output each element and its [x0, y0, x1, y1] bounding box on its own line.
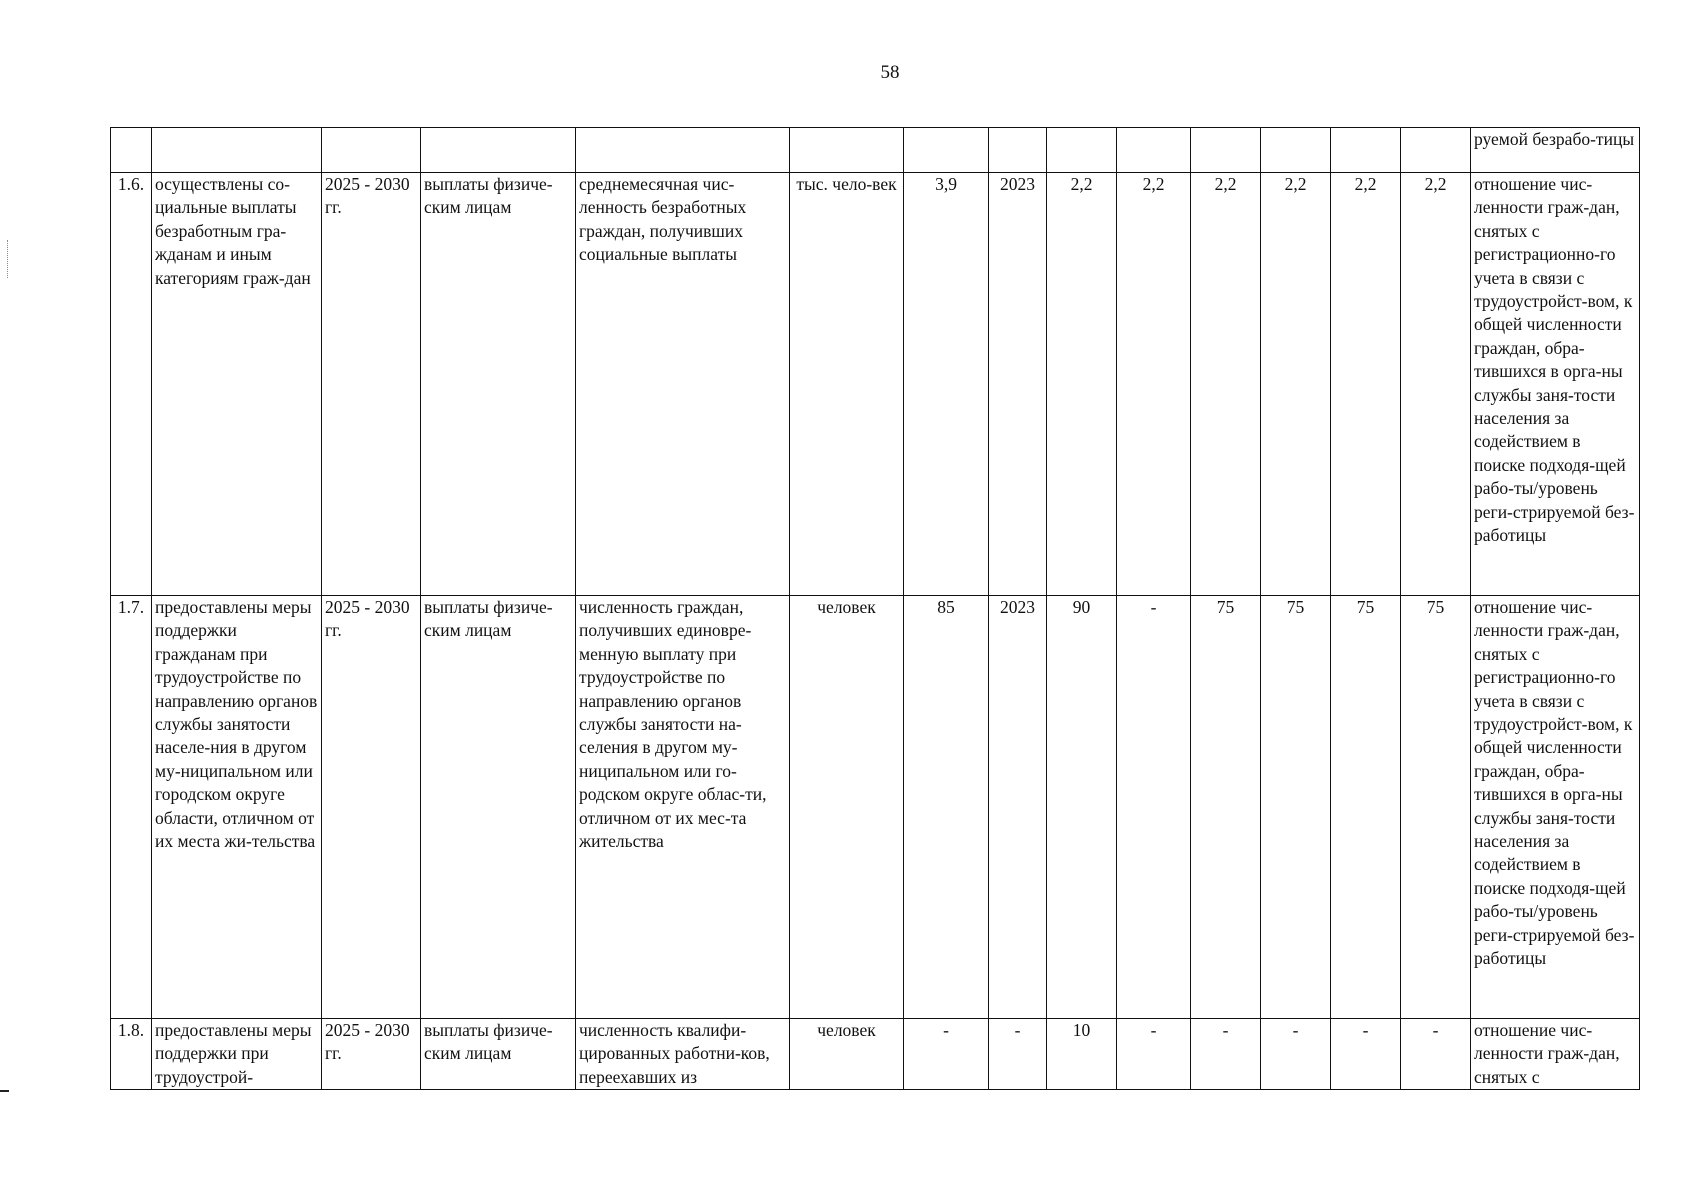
base-year-cell: -	[989, 1019, 1047, 1090]
value-cell: -	[1331, 1019, 1401, 1090]
action-cell	[152, 128, 322, 173]
row-number: 1.7.	[111, 596, 152, 1019]
value-cell: 2,2	[1401, 173, 1471, 596]
indicator-cell	[576, 128, 790, 173]
type-cell: выплаты физиче-ским лицам	[421, 1019, 576, 1090]
period-cell	[322, 128, 421, 173]
unit-cell: тыс. чело-век	[790, 173, 904, 596]
base-year-cell	[989, 128, 1047, 173]
row-number	[111, 128, 152, 173]
indicator-cell: численность граждан, получивших единовре-менную выплату при трудоустройстве по направлению органов службы занятости на-селения в другом му-ниципальном или го-родском округе облас-ти, отличном от их мес-та жительства	[576, 596, 790, 1019]
value-cell	[1047, 128, 1117, 173]
value-cell: -	[1191, 1019, 1261, 1090]
base-value-cell	[904, 128, 989, 173]
table-row	[111, 128, 1640, 173]
unit-cell: человек	[790, 596, 904, 1019]
value-cell: 90	[1047, 596, 1117, 1019]
table-row	[111, 596, 1640, 1019]
method-cell: отношение чис-ленности граж-дан, снятых с регистрационно-го учета в связи с трудоустройст-вом, к общей численности граждан, обра-тившихся в орга-ны службы заня-тости населения за содействием в поиске подходя-щей рабо-ты/уровень реги-стрируемой без-работицы	[1471, 173, 1640, 596]
value-cell: 2,2	[1331, 173, 1401, 596]
indicator-cell: численность квалифи-цированных работни-ков, переехавших из	[576, 1019, 790, 1090]
value-cell	[1401, 128, 1471, 173]
value-cell: 10	[1047, 1019, 1117, 1090]
value-cell: 2,2	[1047, 173, 1117, 596]
value-cell: 75	[1191, 596, 1261, 1019]
value-cell: -	[1401, 1019, 1471, 1090]
type-cell	[421, 128, 576, 173]
value-cell: -	[1117, 596, 1191, 1019]
measures-table	[110, 127, 1640, 1090]
type-cell: выплаты физиче-ским лицам	[421, 596, 576, 1019]
base-value-cell: 85	[904, 596, 989, 1019]
action-cell: предоставлены меры поддержки при трудоустрой-	[152, 1019, 322, 1090]
base-value-cell: 3,9	[904, 173, 989, 596]
period-cell: 2025 - 2030 гг.	[322, 596, 421, 1019]
period-cell: 2025 - 2030 гг.	[322, 1019, 421, 1090]
page-number: 58	[880, 62, 900, 83]
value-cell: 75	[1331, 596, 1401, 1019]
row-number: 1.8.	[111, 1019, 152, 1090]
table-row	[111, 1019, 1640, 1090]
type-cell: выплаты физиче-ским лицам	[421, 173, 576, 596]
indicator-cell: среднемесячная чис-ленность безработных граждан, получивших социальные выплаты	[576, 173, 790, 596]
action-cell: предоставлены меры поддержки гражданам при трудоустройстве по направлению органов службы занятости населе-ния в другом му-ниципальном или городском округе области, отличном от их места жи-тельства	[152, 596, 322, 1019]
value-cell: 2,2	[1261, 173, 1331, 596]
method-cell: руемой безрабо-тицы	[1471, 128, 1640, 173]
period-cell: 2025 - 2030 гг.	[322, 173, 421, 596]
unit-cell	[790, 128, 904, 173]
table-row	[111, 173, 1640, 596]
value-cell: 2,2	[1117, 173, 1191, 596]
unit-cell: человек	[790, 1019, 904, 1090]
base-value-cell: -	[904, 1019, 989, 1090]
method-cell: отношение чис-ленности граж-дан, снятых с регистрационно-го учета в связи с трудоустройст-вом, к общей численности граждан, обра-тившихся в орга-ны службы заня-тости населения за содействием в поиске подходя-щей рабо-ты/уровень реги-стрируемой без-работицы	[1471, 596, 1640, 1019]
value-cell	[1331, 128, 1401, 173]
value-cell: 75	[1401, 596, 1471, 1019]
base-year-cell: 2023	[989, 173, 1047, 596]
margin-mark	[0, 1090, 9, 1092]
margin-ticks	[7, 240, 10, 278]
action-cell: осуществлены со-циальные выплаты безработным гра-жданам и иным категориям граж-дан	[152, 173, 322, 596]
method-cell: отношение чис-ленности граж-дан, снятых с	[1471, 1019, 1640, 1090]
value-cell: -	[1261, 1019, 1331, 1090]
row-number: 1.6.	[111, 173, 152, 596]
value-cell	[1117, 128, 1191, 173]
base-year-cell: 2023	[989, 596, 1047, 1019]
value-cell	[1261, 128, 1331, 173]
value-cell: 2,2	[1191, 173, 1261, 596]
value-cell	[1191, 128, 1261, 173]
value-cell: 75	[1261, 596, 1331, 1019]
value-cell: -	[1117, 1019, 1191, 1090]
